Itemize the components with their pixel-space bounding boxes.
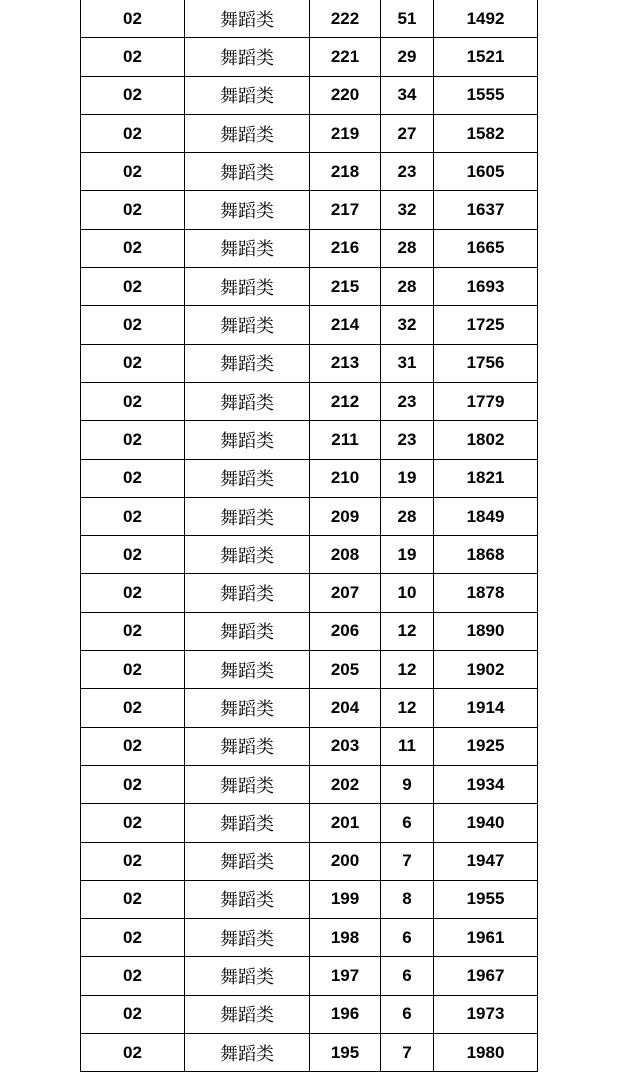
- score-cell: 221: [310, 38, 381, 76]
- code-cell: 02: [81, 612, 185, 650]
- table-row: [81, 459, 538, 497]
- count-cell: 6: [381, 995, 434, 1033]
- cumulative-cell: 1821: [434, 459, 538, 497]
- table-body: [81, 0, 538, 1072]
- count-cell: 29: [381, 38, 434, 76]
- score-cell: 202: [310, 765, 381, 803]
- score-cell: 219: [310, 114, 381, 152]
- code-cell: 02: [81, 421, 185, 459]
- category-cell: 舞蹈类: [185, 880, 310, 918]
- category-cell: 舞蹈类: [185, 957, 310, 995]
- count-cell: 12: [381, 651, 434, 689]
- count-cell: 12: [381, 612, 434, 650]
- category-cell: 舞蹈类: [185, 536, 310, 574]
- count-cell: 11: [381, 727, 434, 765]
- count-cell: 28: [381, 497, 434, 535]
- table-row: [81, 497, 538, 535]
- category-cell: 舞蹈类: [185, 268, 310, 306]
- category-cell: 舞蹈类: [185, 0, 310, 38]
- cumulative-cell: 1849: [434, 497, 538, 535]
- score-cell: 197: [310, 957, 381, 995]
- table-row: [81, 229, 538, 267]
- score-cell: 200: [310, 842, 381, 880]
- score-cell: 213: [310, 344, 381, 382]
- cumulative-cell: 1693: [434, 268, 538, 306]
- code-cell: 02: [81, 306, 185, 344]
- code-cell: 02: [81, 995, 185, 1033]
- category-cell: 舞蹈类: [185, 421, 310, 459]
- cumulative-cell: 1973: [434, 995, 538, 1033]
- count-cell: 7: [381, 842, 434, 880]
- table-row: [81, 306, 538, 344]
- category-cell: 舞蹈类: [185, 76, 310, 114]
- table-row: [81, 382, 538, 420]
- count-cell: 12: [381, 689, 434, 727]
- score-distribution-table: [80, 0, 538, 1072]
- count-cell: 19: [381, 536, 434, 574]
- code-cell: 02: [81, 382, 185, 420]
- code-cell: 02: [81, 574, 185, 612]
- score-cell: 208: [310, 536, 381, 574]
- code-cell: 02: [81, 114, 185, 152]
- code-cell: 02: [81, 0, 185, 38]
- category-cell: 舞蹈类: [185, 497, 310, 535]
- code-cell: 02: [81, 727, 185, 765]
- code-cell: 02: [81, 651, 185, 689]
- code-cell: 02: [81, 880, 185, 918]
- table-row: [81, 995, 538, 1033]
- code-cell: 02: [81, 268, 185, 306]
- category-cell: 舞蹈类: [185, 574, 310, 612]
- code-cell: 02: [81, 497, 185, 535]
- code-cell: 02: [81, 191, 185, 229]
- cumulative-cell: 1955: [434, 880, 538, 918]
- count-cell: 6: [381, 919, 434, 957]
- table-row: [81, 344, 538, 382]
- count-cell: 10: [381, 574, 434, 612]
- table-row: [81, 421, 538, 459]
- score-cell: 196: [310, 995, 381, 1033]
- cumulative-cell: 1555: [434, 76, 538, 114]
- score-cell: 198: [310, 919, 381, 957]
- code-cell: 02: [81, 459, 185, 497]
- count-cell: 31: [381, 344, 434, 382]
- cumulative-cell: 1947: [434, 842, 538, 880]
- table-row: [81, 0, 538, 38]
- code-cell: 02: [81, 689, 185, 727]
- category-cell: 舞蹈类: [185, 765, 310, 803]
- table-row: [81, 1034, 538, 1072]
- score-cell: 199: [310, 880, 381, 918]
- table-row: [81, 957, 538, 995]
- category-cell: 舞蹈类: [185, 1034, 310, 1072]
- count-cell: 51: [381, 0, 434, 38]
- table-row: [81, 153, 538, 191]
- cumulative-cell: 1940: [434, 804, 538, 842]
- count-cell: 7: [381, 1034, 434, 1072]
- score-cell: 218: [310, 153, 381, 191]
- category-cell: 舞蹈类: [185, 229, 310, 267]
- code-cell: 02: [81, 229, 185, 267]
- count-cell: 6: [381, 957, 434, 995]
- cumulative-cell: 1779: [434, 382, 538, 420]
- code-cell: 02: [81, 76, 185, 114]
- table-row: [81, 689, 538, 727]
- table-row: [81, 919, 538, 957]
- count-cell: 8: [381, 880, 434, 918]
- category-cell: 舞蹈类: [185, 727, 310, 765]
- count-cell: 23: [381, 421, 434, 459]
- table-row: [81, 191, 538, 229]
- cumulative-cell: 1902: [434, 651, 538, 689]
- table-row: [81, 612, 538, 650]
- code-cell: 02: [81, 842, 185, 880]
- code-cell: 02: [81, 536, 185, 574]
- code-cell: 02: [81, 153, 185, 191]
- count-cell: 32: [381, 191, 434, 229]
- category-cell: 舞蹈类: [185, 995, 310, 1033]
- count-cell: 23: [381, 382, 434, 420]
- table-row: [81, 727, 538, 765]
- cumulative-cell: 1925: [434, 727, 538, 765]
- category-cell: 舞蹈类: [185, 306, 310, 344]
- category-cell: 舞蹈类: [185, 919, 310, 957]
- category-cell: 舞蹈类: [185, 153, 310, 191]
- cumulative-cell: 1868: [434, 536, 538, 574]
- cumulative-cell: 1890: [434, 612, 538, 650]
- score-cell: 209: [310, 497, 381, 535]
- count-cell: 28: [381, 229, 434, 267]
- table-row: [81, 880, 538, 918]
- score-cell: 212: [310, 382, 381, 420]
- cumulative-cell: 1725: [434, 306, 538, 344]
- score-cell: 206: [310, 612, 381, 650]
- score-cell: 195: [310, 1034, 381, 1072]
- category-cell: 舞蹈类: [185, 804, 310, 842]
- count-cell: 23: [381, 153, 434, 191]
- score-cell: 216: [310, 229, 381, 267]
- code-cell: 02: [81, 1034, 185, 1072]
- code-cell: 02: [81, 38, 185, 76]
- score-cell: 220: [310, 76, 381, 114]
- cumulative-cell: 1802: [434, 421, 538, 459]
- count-cell: 9: [381, 765, 434, 803]
- cumulative-cell: 1665: [434, 229, 538, 267]
- code-cell: 02: [81, 804, 185, 842]
- count-cell: 34: [381, 76, 434, 114]
- cumulative-cell: 1934: [434, 765, 538, 803]
- code-cell: 02: [81, 919, 185, 957]
- category-cell: 舞蹈类: [185, 459, 310, 497]
- category-cell: 舞蹈类: [185, 651, 310, 689]
- score-cell: 210: [310, 459, 381, 497]
- score-cell: 217: [310, 191, 381, 229]
- code-cell: 02: [81, 957, 185, 995]
- table-row: [81, 38, 538, 76]
- cumulative-cell: 1605: [434, 153, 538, 191]
- score-cell: 203: [310, 727, 381, 765]
- score-cell: 204: [310, 689, 381, 727]
- count-cell: 19: [381, 459, 434, 497]
- cumulative-cell: 1637: [434, 191, 538, 229]
- score-cell: 222: [310, 0, 381, 38]
- category-cell: 舞蹈类: [185, 689, 310, 727]
- cumulative-cell: 1521: [434, 38, 538, 76]
- table-row: [81, 765, 538, 803]
- table-row: [81, 574, 538, 612]
- table-row: [81, 76, 538, 114]
- score-cell: 205: [310, 651, 381, 689]
- cumulative-cell: 1878: [434, 574, 538, 612]
- code-cell: 02: [81, 344, 185, 382]
- count-cell: 28: [381, 268, 434, 306]
- score-cell: 211: [310, 421, 381, 459]
- category-cell: 舞蹈类: [185, 114, 310, 152]
- code-cell: 02: [81, 765, 185, 803]
- score-cell: 207: [310, 574, 381, 612]
- count-cell: 27: [381, 114, 434, 152]
- category-cell: 舞蹈类: [185, 842, 310, 880]
- category-cell: 舞蹈类: [185, 382, 310, 420]
- cumulative-cell: 1980: [434, 1034, 538, 1072]
- score-cell: 201: [310, 804, 381, 842]
- category-cell: 舞蹈类: [185, 38, 310, 76]
- cumulative-cell: 1967: [434, 957, 538, 995]
- table-row: [81, 268, 538, 306]
- count-cell: 6: [381, 804, 434, 842]
- count-cell: 32: [381, 306, 434, 344]
- cumulative-cell: 1492: [434, 0, 538, 38]
- table-row: [81, 114, 538, 152]
- category-cell: 舞蹈类: [185, 344, 310, 382]
- score-cell: 215: [310, 268, 381, 306]
- table-row: [81, 651, 538, 689]
- table-row: [81, 536, 538, 574]
- cumulative-cell: 1914: [434, 689, 538, 727]
- category-cell: 舞蹈类: [185, 612, 310, 650]
- cumulative-cell: 1961: [434, 919, 538, 957]
- table-row: [81, 804, 538, 842]
- cumulative-cell: 1582: [434, 114, 538, 152]
- score-cell: 214: [310, 306, 381, 344]
- cumulative-cell: 1756: [434, 344, 538, 382]
- table-row: [81, 842, 538, 880]
- category-cell: 舞蹈类: [185, 191, 310, 229]
- score-distribution-table-wrapper: [80, 0, 536, 1072]
